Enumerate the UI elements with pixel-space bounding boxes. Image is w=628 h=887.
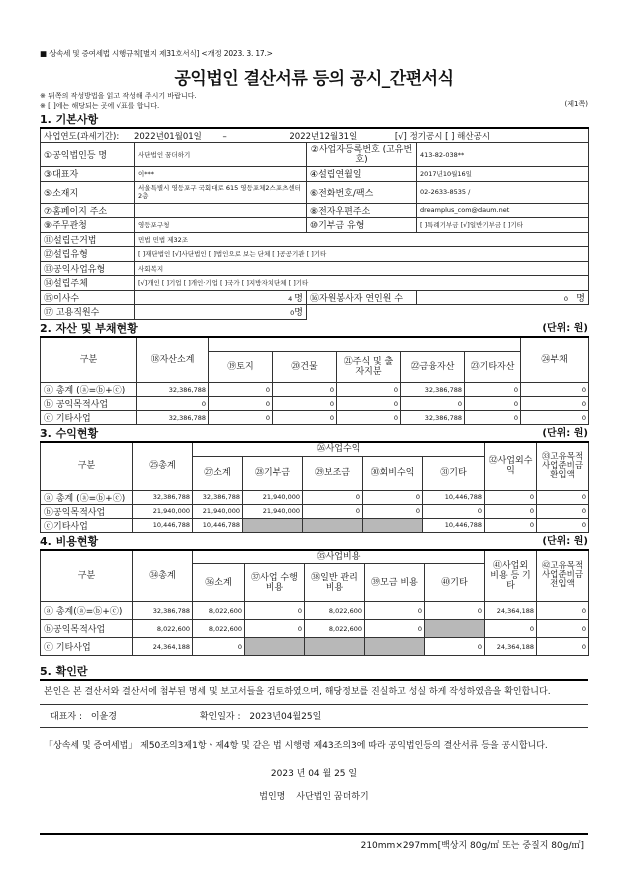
- section-confirm-title: 5. 확인란: [40, 665, 88, 678]
- paper-spec: 210mm×297mm[백상지 80g/㎡ 또는 중질지 80g/㎡]: [360, 841, 584, 851]
- note-checkbox: ※ [ ]에는 해당되는 곳에 √표를 합니다.: [40, 102, 160, 110]
- law-statement: 「상속세 및 증여세법」 제50조의3제1항ㆍ제4항 및 같은 법 시행령 제43조의3에 따라 공익법인등의 결산서류 등을 공시합니다.: [44, 741, 548, 751]
- staff-unit: 명: [294, 308, 303, 319]
- addr-label: ⑤소재지: [41, 181, 135, 203]
- fiscal-year-to: 2022년12월31일: [289, 131, 358, 142]
- revenue-unit: (단위: 원): [542, 428, 588, 439]
- confirm-date: 2023년04월25일: [249, 712, 322, 722]
- table-row: ⓐ 총계 (ⓐ=ⓑ+ⓒ) 32,386,788 32,386,788 21,940,000 0 0 10,446,788 0 0: [41, 490, 589, 504]
- assets-h-building: ⑳건물: [273, 351, 337, 382]
- table-row: ⓐ 총계 (ⓐ=ⓑ+ⓒ) 32,386,788 0 0 0 32,386,788 0 0: [41, 383, 589, 397]
- assets-h-land: ⑲토지: [209, 351, 273, 382]
- office-row: [41, 218, 589, 233]
- table-row: ⓒ 기타사업 24,364,188 0 0 24,364,188 0: [41, 638, 589, 656]
- assets-h-total: ⑱자산소계: [137, 337, 209, 383]
- law-label: ⑪설립근거법: [41, 232, 135, 247]
- sign-date: 2023 년 04 월 25 일: [270, 769, 358, 779]
- section-revenue-title: 3. 수익현황 (단위: 원): [40, 427, 588, 440]
- confirm-rep-name: 이윤경: [90, 712, 117, 722]
- volunteer-label: ⑯자원봉사자 연인원 수: [307, 290, 417, 305]
- table-row: ⓑ공익목적사업 8,022,600 8,022,600 0 8,022,600 0 0 0: [41, 620, 589, 638]
- revenue-h-category: 구분: [41, 442, 133, 490]
- home-row: [41, 203, 589, 218]
- table-row: ⓑ 공익목적사업 0 0 0 0 0 0 0: [41, 397, 589, 411]
- biz-value: 사회복지: [135, 261, 589, 276]
- revenue-h-grant: ㉙보조금: [303, 456, 363, 490]
- addr-value: 서울특별시 영등포구 국회대로 615 영등포체2스포츠센터 2층: [135, 181, 307, 203]
- revenue-h-business: ㉖사업수익: [193, 442, 485, 456]
- table-row: ⓐ 총계(ⓐ=ⓑ+ⓒ) 32,386,788 8,022,600 0 8,022,600 0 0 24,364,188 0: [41, 602, 589, 620]
- type-value: [ ]재단법인 [√]사단법인 [ ]법인으로 보는 단체 [ ]공공기관 [ ]기타: [135, 247, 589, 262]
- corp-name: 사단법인 꿈더하기: [296, 792, 369, 802]
- donation-value: [ ]특례기부금 [√]일반기부금 [ ]기타: [417, 218, 589, 233]
- revenue-h-other: ㉛기타: [423, 456, 485, 490]
- founder-row: [41, 276, 589, 291]
- confirm-sign-row: [40, 704, 588, 728]
- assets-h-other: ㉓기타자산: [465, 351, 521, 382]
- section-assets-title: 2. 자산 및 부채현황 (단위: 원): [40, 321, 588, 335]
- section-basic-title: 1. 기본사항: [40, 113, 99, 126]
- biz-row: [41, 261, 589, 276]
- expense-h-total: ㉞총계: [133, 550, 193, 602]
- staff-row: [41, 305, 589, 320]
- basic-info-table: [40, 127, 589, 320]
- form-title: 공익법인 결산서류 등의 공시_간편서식: [174, 69, 454, 89]
- revenue-h-total: ㉕총계: [133, 442, 193, 490]
- form-reference: ■ 상속세 및 증여세법 시행규칙[별지 제31호서식] <개정 2023. 3. 17.>: [40, 49, 273, 58]
- bottom-rule: [40, 833, 588, 835]
- name-label: ①공익법인등 명: [41, 143, 135, 167]
- home-label: ⑦홈페이지 주소: [41, 203, 135, 218]
- est-label: ④설립연월일: [307, 167, 417, 182]
- disclosure-type: [√] 정기공시 [ ] 해산공시: [394, 131, 490, 142]
- biz-label: ⑬공익사업유형: [41, 261, 135, 276]
- revenue-table: [40, 441, 589, 533]
- expense-unit: (단위: 원): [542, 535, 588, 547]
- expense-h-reserve: ㊷고유목적 사업준비금 전입액: [537, 550, 589, 602]
- email-label: ⑧전자우편주소: [307, 203, 417, 218]
- founder-value: [√]개인 [ ]기업 [ ]개인·기업 [ ]국가 [ ]지방자치단체 [ ]기타: [135, 276, 589, 291]
- addr-row: [41, 181, 589, 203]
- expense-h-operating: ㊲사업 수행비용: [245, 564, 305, 602]
- type-label: ⑫설립유형: [41, 247, 135, 262]
- assets-unit: (단위: 원): [542, 322, 588, 334]
- expense-h-general: ㊳일반 관리비용: [305, 564, 365, 602]
- name-value: 사단법인 꿈더하기: [135, 143, 307, 167]
- confirm-box: [40, 679, 588, 704]
- tel-label: ⑥전화번호/팩스: [307, 181, 417, 203]
- staff-value: 0: [290, 309, 295, 318]
- rep-row: [41, 167, 589, 182]
- office-value: 영등포구청: [135, 218, 307, 233]
- section-expense-title: 4. 비용현황 (단위: 원): [40, 534, 588, 548]
- table-row: ⓒ 기타사업 32,386,788 0 0 0 32,386,788 0 0: [41, 411, 589, 425]
- assets-table: [40, 336, 589, 426]
- expense-h-category: 구분: [41, 550, 133, 602]
- table-row: ⓑ공익목적사업 21,940,000 21,940,000 21,940,000 0 0 0 0 0: [41, 504, 589, 518]
- expense-h-nonbusiness: ㊶사업외 비용 등 기타: [485, 550, 537, 602]
- revenue-h-nonbusiness: ㉜사업외수익: [485, 442, 537, 490]
- rep-value: 이***: [135, 167, 307, 182]
- expense-h-other: ㊵기타: [425, 564, 485, 602]
- volunteer-unit: 명: [576, 293, 585, 304]
- expense-table: [40, 549, 589, 657]
- fiscal-year-row: [41, 128, 589, 143]
- fiscal-year-dash: –: [222, 131, 227, 142]
- office-label: ⑨주무관청: [41, 218, 135, 233]
- assets-h-stock: ㉑주식 및 출자지분: [337, 351, 401, 382]
- revenue-h-donation: ㉘기부금: [243, 456, 303, 490]
- regno-value: 413-82-038**: [417, 143, 589, 167]
- corp-label: 법인명: [259, 792, 286, 802]
- form-notes: [40, 91, 588, 111]
- regno-label: ②사업자등록번호 (고유번호): [307, 143, 417, 167]
- expense-h-fundraising: ㊴모금 비용: [365, 564, 425, 602]
- rep-label: ③대표자: [41, 167, 135, 182]
- revenue-h-reserve: ㉝고유목적사업준비금환입액: [537, 442, 589, 490]
- name-row: [41, 143, 589, 167]
- note-instructions: ※ 뒤쪽의 작성방법을 읽고 작성해 주시기 바랍니다.: [40, 92, 197, 100]
- directors-unit: 명: [294, 293, 303, 304]
- fiscal-year-label: 사업연도(과세기간):: [44, 131, 120, 142]
- confirm-date-label: 확인일자 :: [199, 712, 241, 722]
- founder-label: ⑭설립주체: [41, 276, 135, 291]
- revenue-h-subtotal: ㉗소계: [193, 456, 243, 490]
- home-value: [135, 203, 307, 218]
- staff-label: ⑰ 고용직원수: [41, 305, 135, 320]
- corp-sign: [40, 789, 588, 802]
- expense-h-business: ㉟사업비용: [193, 550, 485, 564]
- confirm-rep-label: 대표자 :: [50, 712, 82, 722]
- assets-h-category: 구분: [41, 337, 137, 383]
- directors-value: 4: [288, 294, 293, 303]
- form-page: [40, 48, 588, 802]
- page-number: (제1쪽): [564, 100, 588, 108]
- volunteer-value: 0: [563, 294, 569, 303]
- est-value: 2017년10월16일: [417, 167, 589, 182]
- type-row: [41, 247, 589, 262]
- tel-value: 02-2633-8535 /: [417, 181, 589, 203]
- donation-label: ⑩기부금 유형: [307, 218, 417, 233]
- revenue-h-fee: ㉚회비수익: [363, 456, 423, 490]
- confirm-text: 본인은 본 결산서와 결산서에 첨부된 명세 및 보고서들을 검토하였으며, 해당정보를 진실하고 성실 하게 작성하였음을 확인합니다.: [44, 687, 551, 697]
- assets-h-debt: ㉔부채: [521, 337, 589, 383]
- directors-label: ⑮이사수: [41, 290, 135, 305]
- fiscal-year-from: 2022년01월01일: [133, 131, 202, 142]
- law-row: [41, 232, 589, 247]
- law-value: 민법 민법 제32조: [135, 232, 589, 247]
- directors-row: [41, 290, 589, 305]
- email-value: dreamplus_com@daum.net: [417, 203, 589, 218]
- assets-h-financial: ㉒금융자산: [401, 351, 465, 382]
- expense-h-subtotal: ㊱소계: [193, 564, 245, 602]
- table-row: ⓒ기타사업 10,446,788 10,446,788 10,446,788 0 0: [41, 518, 589, 532]
